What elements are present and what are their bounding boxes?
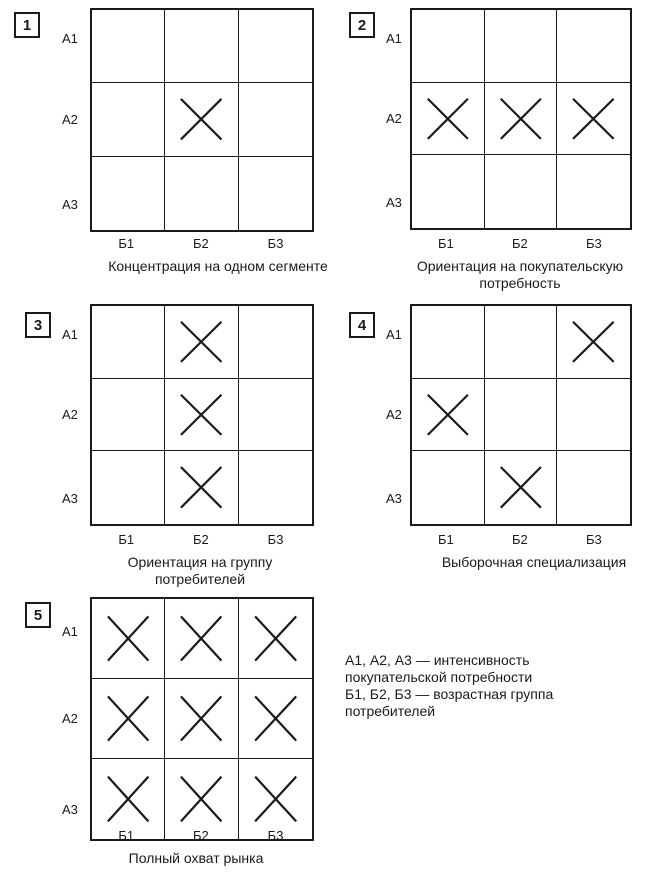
grid-cell	[92, 83, 165, 156]
cross-mark-icon	[239, 599, 312, 678]
cross-mark-icon	[165, 451, 237, 524]
column-label: Б2	[512, 236, 528, 251]
panel-caption	[108, 258, 328, 275]
grid-cell	[485, 10, 558, 83]
row-label: А1	[386, 31, 402, 46]
grid-cell	[165, 10, 238, 83]
grid-cell	[165, 83, 238, 156]
grid-cell	[165, 306, 238, 379]
row-label: А3	[62, 196, 78, 212]
grid-cell	[92, 451, 165, 524]
grid-cell	[92, 306, 165, 379]
grid-cell	[557, 83, 630, 156]
grid-cell	[92, 679, 165, 759]
legend-line: Б1, Б2, Б3 — возрастная группа	[345, 686, 554, 702]
column-label: Б3	[267, 828, 284, 843]
grid-cell	[557, 155, 630, 228]
cross-mark-icon	[165, 759, 237, 839]
row-label: А3	[386, 195, 402, 210]
grid-cell	[412, 306, 485, 379]
panel-caption	[128, 554, 273, 588]
row-label: А3	[386, 491, 402, 506]
caption-line: Ориентация на группу	[127, 554, 273, 570]
column-label: Б2	[193, 236, 209, 251]
cross-mark-icon	[92, 679, 164, 758]
segment-grid	[90, 304, 314, 526]
segment-grid	[410, 304, 632, 526]
column-label: Б2	[193, 532, 209, 547]
grid-cell	[485, 83, 558, 156]
cross-mark-icon	[239, 679, 312, 758]
grid-cell	[239, 679, 312, 759]
row-label: А1	[62, 327, 78, 342]
legend-line: А1, А2, А3 — интенсивность	[345, 652, 530, 668]
grid-cell	[165, 599, 238, 679]
row-label: А2	[62, 711, 78, 726]
grid-cell	[239, 83, 312, 156]
panel-number: 1	[14, 12, 40, 38]
column-label: Б1	[118, 828, 135, 843]
cross-mark-icon	[92, 599, 164, 678]
row-label: А1	[62, 623, 78, 639]
grid-cell	[412, 155, 485, 228]
cross-mark-icon	[165, 83, 237, 155]
panel-number: 3	[25, 312, 51, 338]
grid-cell	[239, 157, 312, 230]
cross-mark-icon	[92, 759, 164, 839]
cross-mark-icon	[557, 83, 630, 155]
caption-line: Ориентация на покупательскую	[416, 258, 624, 274]
panel-caption	[129, 850, 264, 867]
column-label: Б3	[586, 532, 602, 547]
grid-cell	[412, 379, 485, 452]
grid-cell	[239, 306, 312, 379]
column-label: Б1	[438, 236, 454, 251]
grid-cell	[557, 379, 630, 452]
row-label: А2	[62, 112, 78, 127]
column-label: Б2	[512, 532, 528, 547]
panel-number: 5	[25, 602, 51, 628]
grid-cell	[412, 83, 485, 156]
column-label: Б1	[438, 532, 454, 547]
column-label: Б3	[586, 236, 602, 251]
grid-cell	[239, 379, 312, 452]
grid-cell	[557, 451, 630, 524]
grid-cell	[165, 679, 238, 759]
panel-number: 2	[349, 12, 375, 38]
grid-cell	[239, 599, 312, 679]
grid-cell	[92, 379, 165, 452]
grid-cell	[92, 759, 165, 839]
cross-mark-icon	[485, 83, 557, 155]
grid-cell	[485, 155, 558, 228]
column-label: Б1	[118, 236, 135, 251]
grid-cell	[239, 10, 312, 83]
column-label: Б1	[118, 532, 135, 547]
grid-cell	[485, 379, 558, 452]
column-label: Б2	[193, 828, 209, 843]
legend	[345, 652, 553, 720]
grid-cell	[165, 451, 238, 524]
row-label: А2	[62, 407, 78, 422]
caption-line: Выборочная специализация	[441, 554, 627, 570]
cross-mark-icon	[412, 83, 484, 155]
column-label: Б3	[267, 236, 284, 251]
cross-mark-icon	[485, 451, 557, 524]
panel-number: 4	[349, 312, 375, 338]
row-label: А3	[62, 491, 78, 506]
legend-line: покупательской потребности	[345, 669, 533, 685]
cross-mark-icon	[165, 306, 237, 378]
column-label: Б3	[267, 532, 284, 547]
grid-cell	[165, 157, 238, 230]
caption-line: Концентрация на одном сегменте	[108, 258, 328, 274]
row-label: А1	[386, 327, 402, 342]
grid-cell	[92, 157, 165, 230]
caption-line: потребителей	[154, 571, 246, 587]
cross-mark-icon	[165, 379, 237, 451]
caption-line: потребность	[479, 275, 561, 291]
grid-cell	[165, 379, 238, 452]
grid-cell	[412, 10, 485, 83]
row-label: А3	[62, 802, 78, 818]
panel-caption	[442, 554, 626, 571]
grid-cell	[239, 759, 312, 839]
grid-cell	[485, 451, 558, 524]
segment-grid	[90, 597, 314, 841]
grid-cell	[557, 306, 630, 379]
grid-cell	[239, 451, 312, 524]
caption-line: Полный охват рынка	[128, 850, 264, 866]
cross-mark-icon	[557, 306, 630, 378]
row-label: А1	[62, 31, 78, 47]
grid-cell	[92, 599, 165, 679]
segment-grid	[90, 8, 314, 232]
panel-caption	[417, 258, 623, 292]
legend-line: потребителей	[345, 703, 436, 719]
grid-cell	[165, 759, 238, 839]
row-label: А2	[386, 407, 402, 422]
cross-mark-icon	[165, 599, 237, 678]
cross-mark-icon	[165, 679, 237, 758]
cross-mark-icon	[412, 379, 484, 451]
grid-cell	[485, 306, 558, 379]
grid-cell	[557, 10, 630, 83]
segment-grid	[410, 8, 632, 230]
row-label: А2	[386, 111, 402, 126]
grid-cell	[412, 451, 485, 524]
grid-cell	[92, 10, 165, 83]
cross-mark-icon	[239, 759, 312, 839]
